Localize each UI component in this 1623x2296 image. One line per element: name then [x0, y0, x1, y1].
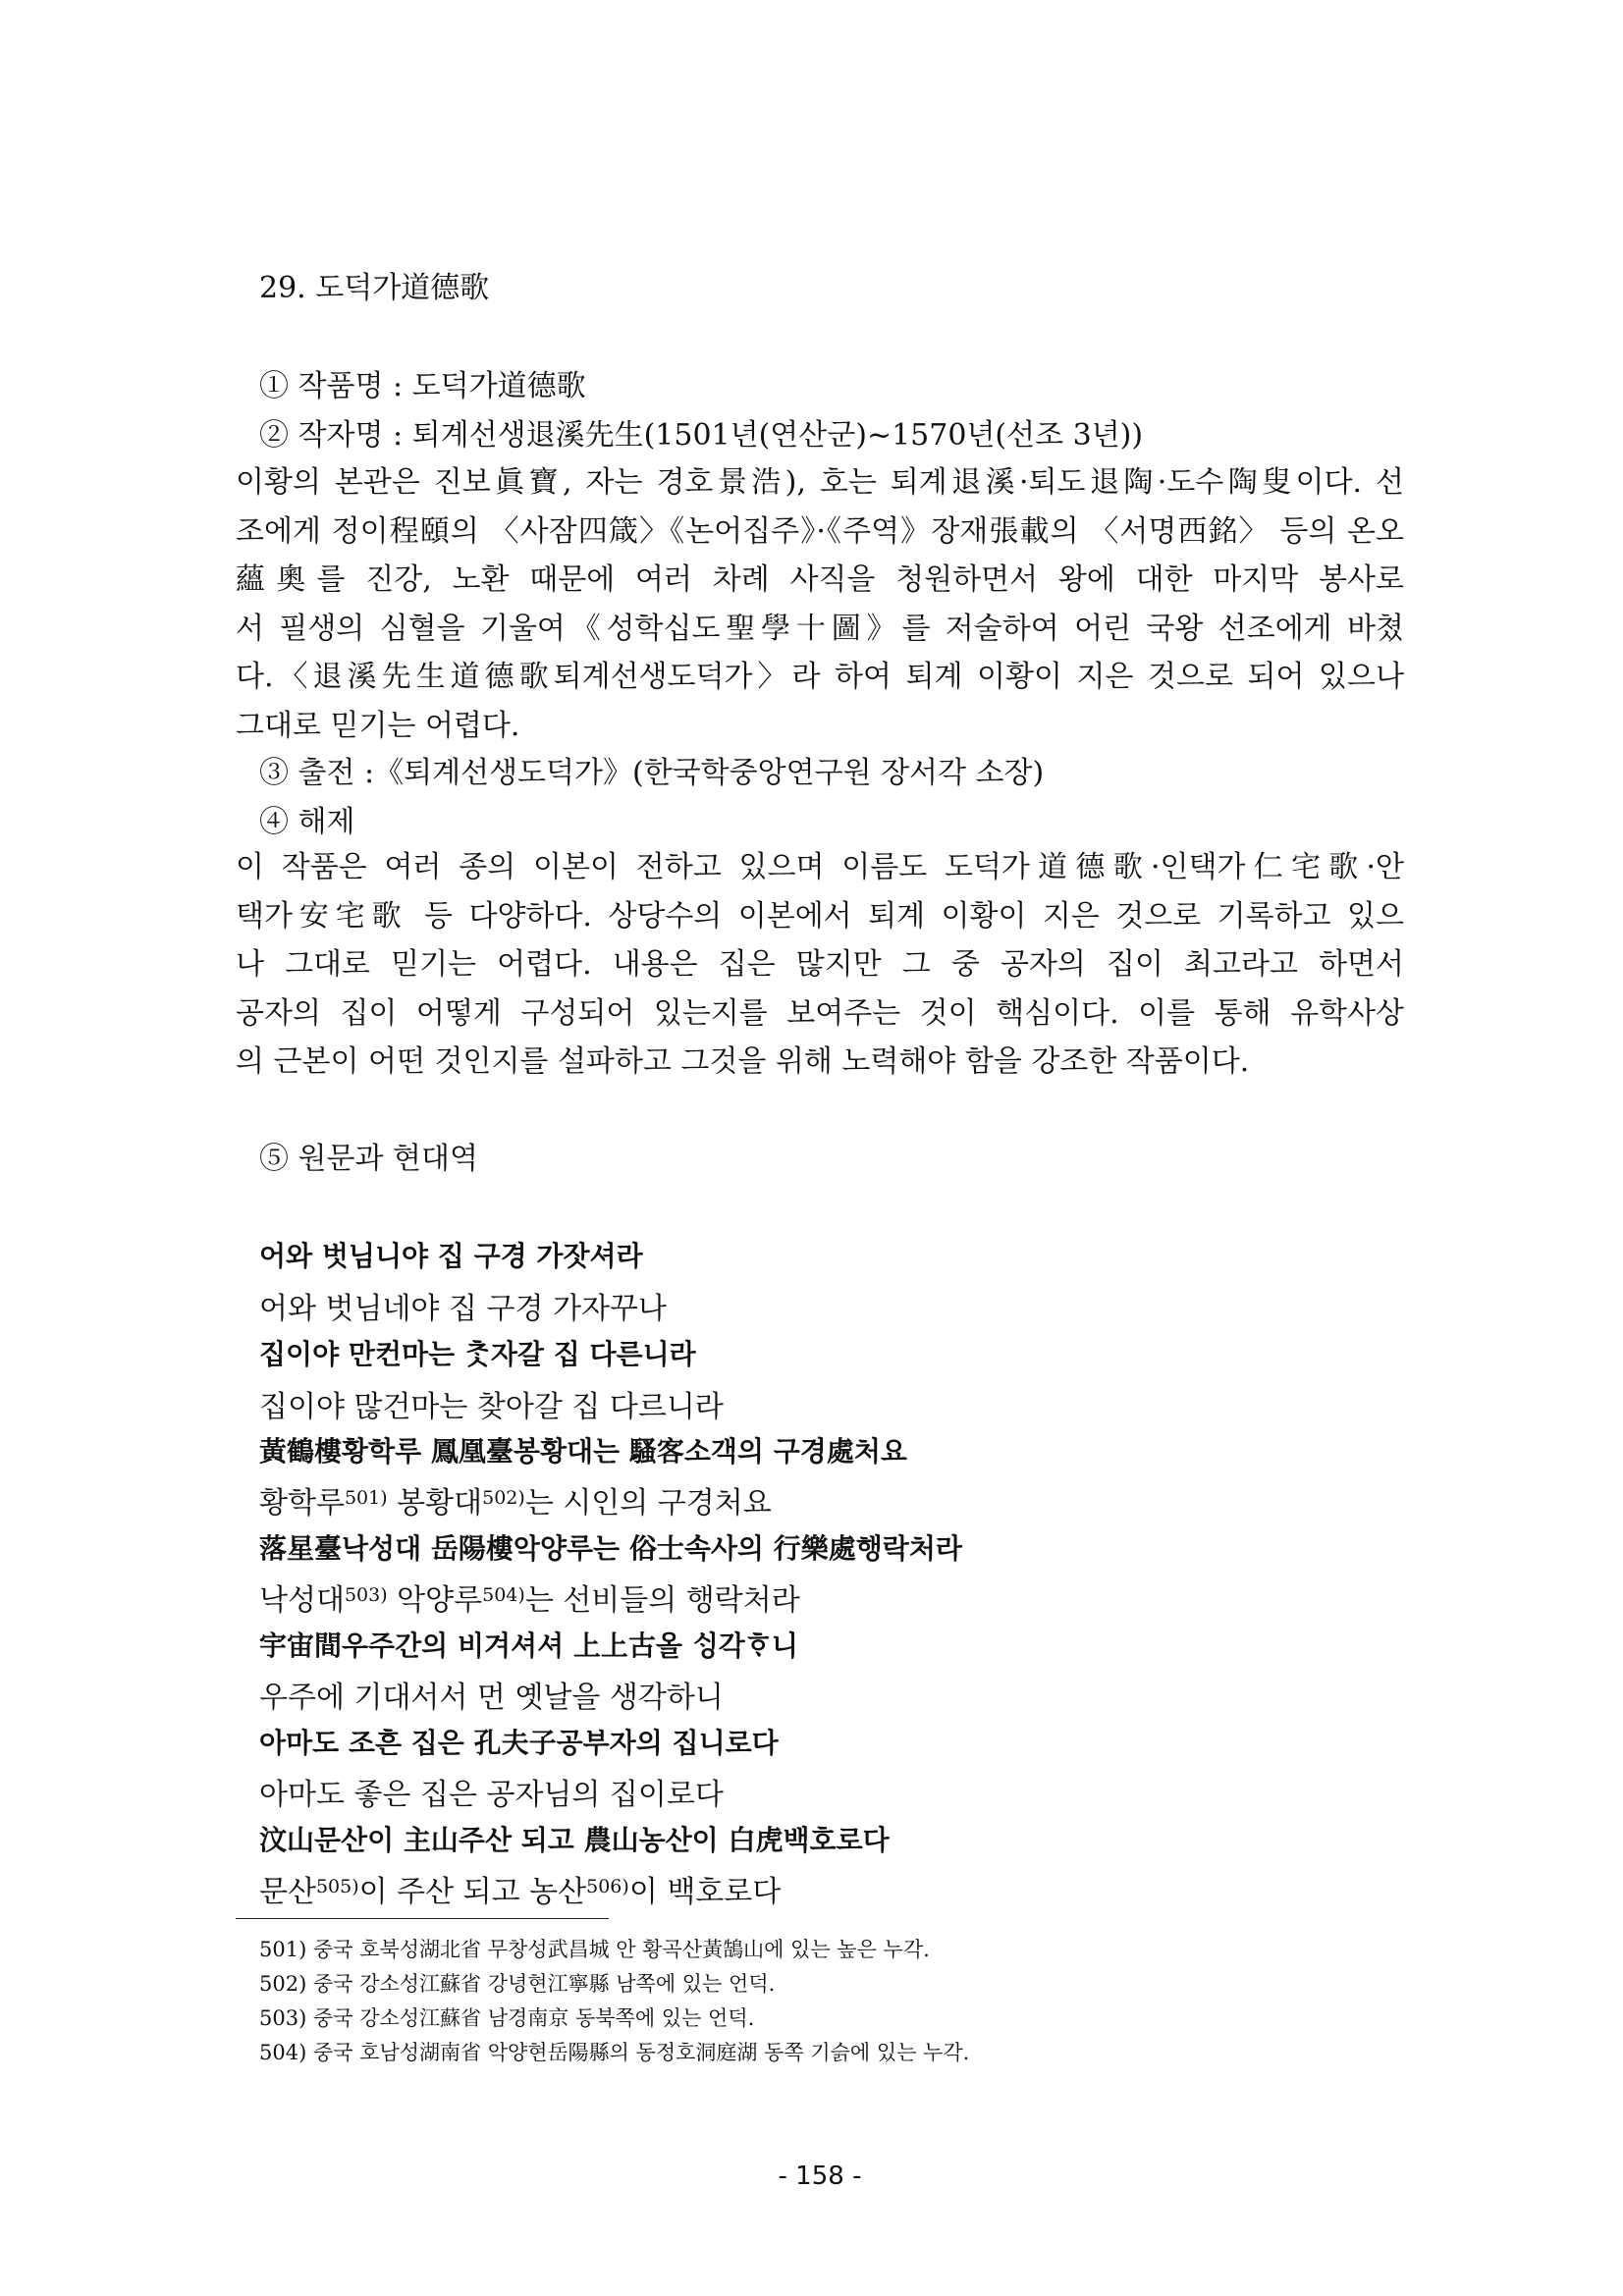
- footnote: 502) 중국 강소성江蘇省 강녕현江寧縣 남쪽에 있는 언덕.: [259, 1972, 776, 1996]
- verse-modern-text: 는 시인의 구경처요: [524, 1486, 772, 1521]
- verse-modern: [259, 1673, 724, 1716]
- verse-original: 宇宙間우주간의 비겨셔셔 上上古올 ᄉᆡᆼ각ᄒᆞ니: [259, 1629, 798, 1662]
- verse-modern-text: 문산: [259, 1875, 316, 1909]
- verse-original: 落星臺낙성대 岳陽樓악양루는 俗士속사의 行樂處행락처라: [259, 1532, 962, 1565]
- verse-modern-text: 이 주산 되고 농산: [358, 1875, 587, 1909]
- footnote-ref: 505): [315, 1876, 359, 1897]
- verse-modern-text: 황학루: [259, 1486, 345, 1521]
- verse-modern: [259, 1284, 667, 1327]
- verse-original: 집이야 만컨마는 ᄎᆞᆺ자갈 집 다른니라: [259, 1338, 696, 1370]
- paragraph-line: 다.〈退溪先生道德歌퇴계선생도덕가〉라 하여 퇴계 이황이 지은 것으로 되어 있으나: [236, 660, 1404, 694]
- page-number: - 158 -: [778, 2162, 862, 2191]
- verse-modern: [259, 1382, 724, 1425]
- verse-modern-text: 어와 벗님네야 집 구경 가자꾸나: [259, 1292, 667, 1326]
- verse-modern-text: 이 백호로다: [628, 1875, 782, 1909]
- verse-modern: [259, 1867, 781, 1910]
- verse-modern-text: 아마도 좋은 집은 공자님의 집이로다: [259, 1778, 724, 1812]
- verse-modern: [259, 1575, 800, 1619]
- paragraph-line: 이황의 본관은 진보眞寶, 자는 경호景浩), 호는 퇴계退溪·퇴도退陶·도수陶叟이다. 선: [236, 465, 1404, 500]
- section-heading: 29. 도덕가道德歌: [259, 271, 490, 305]
- verse-original: 汶山문산이 主山주산 되고 農山농산이 白虎백호로다: [259, 1824, 890, 1856]
- verse-modern-text: 집이야 많건마는 찾아갈 집 다르니라: [259, 1390, 724, 1424]
- footnote-ref: 504): [482, 1584, 525, 1606]
- footnote-ref: 503): [344, 1584, 388, 1606]
- verse-original: 黃鶴樓황학루 鳳凰臺봉황대는 騷客소객의 구경處처요: [259, 1435, 907, 1468]
- verse-modern: [259, 1478, 772, 1522]
- footnote-ref: 501): [344, 1487, 388, 1509]
- paragraph-line: 택가安宅歌 등 다양하다. 상당수의 이본에서 퇴계 이황이 지은 것으로 기록하고 있으: [236, 898, 1404, 934]
- verse-modern-text: 는 선비들의 행락처라: [524, 1583, 800, 1618]
- author-paragraph: [236, 458, 1404, 750]
- paragraph-line: 의 근본이 어떤 것인지를 설파하고 그것을 위해 노력해야 함을 강조한 작품이다.: [236, 1044, 1250, 1079]
- verse-modern-text: 악양루: [387, 1583, 483, 1618]
- paragraph-line: 공자의 집이 어떻게 구성되어 있는지를 보여주는 것이 핵심이다. 이를 통해 유학사상: [236, 995, 1404, 1031]
- paragraph-line: 서 필생의 심혈을 기울여《성학십도聖學十圖》를 저술하여 어린 국왕 선조에게 바쳤: [236, 611, 1404, 646]
- verse-original: 아마도 조흔 집은 孔夫子공부자의 집니로다: [259, 1727, 779, 1759]
- footnote-divider: [236, 1918, 609, 1919]
- paragraph-line: 그대로 믿기는 어렵다.: [236, 708, 520, 743]
- paragraph-line: 蘊奧를 진강, 노환 때문에 여러 차례 사직을 청원하면서 왕에 대한 마지막 봉사로: [236, 562, 1404, 597]
- item-author: ② 작자명 : 퇴계선생退溪先生(1501년(연산군)~1570년(선조 3년)): [259, 418, 1144, 453]
- commentary-paragraph: [236, 843, 1404, 1087]
- paragraph-line: 이 작품은 여러 종의 이본이 전하고 있으며 이름도 도덕가道德歌·인택가仁宅歌·안: [236, 850, 1404, 884]
- paragraph-line: 조에게 정이程頤의 〈사잠四箴〉《논어집주》·《주역》장재張載의 〈서명西銘〉 등의 온오: [236, 513, 1404, 549]
- footnote-ref: 506): [586, 1876, 629, 1897]
- footnote: 501) 중국 호북성湖北省 무창성武昌城 안 황곡산黃鵠山에 있는 높은 누각.: [259, 1938, 930, 1961]
- verse-original: 어와 벗님니야 집 구경 가잣셔라: [259, 1240, 643, 1272]
- footnote-ref: 502): [482, 1487, 525, 1509]
- footnote: 503) 중국 강소성江蘇省 남경南京 동북쪽에 있는 언덕.: [259, 2006, 755, 2030]
- item-source: ③ 출전 :《퇴계선생도덕가》(한국학중앙연구원 장서각 소장): [259, 756, 1045, 790]
- verse-modern-text: 봉황대: [387, 1486, 483, 1521]
- paragraph-line: 나 그대로 믿기는 어렵다. 내용은 집은 많지만 그 중 공자의 집이 최고라고 하면서: [236, 947, 1404, 982]
- verse-modern: [259, 1770, 724, 1813]
- item-commentary: ④ 해제: [259, 805, 355, 839]
- footnote: 504) 중국 호남성湖南省 악양현岳陽縣의 동정호洞庭湖 동쪽 기슭에 있는 누각.: [259, 2041, 970, 2064]
- item-text-heading: ⑤ 원문과 현대역: [259, 1142, 478, 1176]
- verse-modern-text: 낙성대: [259, 1583, 345, 1618]
- item-title: ① 작품명 : 도덕가道德歌: [259, 369, 586, 403]
- verse-modern-text: 우주에 기대서서 먼 옛날을 생각하니: [259, 1681, 724, 1715]
